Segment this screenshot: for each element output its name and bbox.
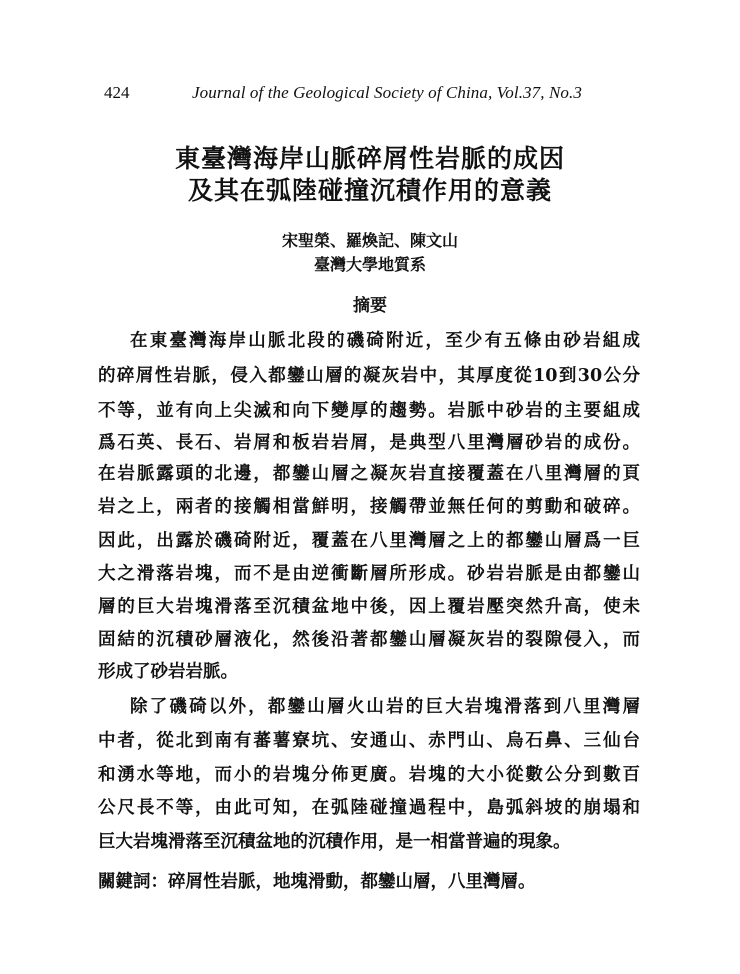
abstract-line: 公尺長不等，由此可知，在弧陸碰撞過程中，島弧斜坡的崩塌和 [98,798,640,818]
abstract-line: 在東臺灣海岸山脈北段的磯碕附近，至少有五條由砂岩組成 [130,331,640,351]
journal-citation: Journal of the Geological Society of China, Vol.37, No.3 [192,83,582,102]
abstract-line: 和湧水等地，而小的岩塊分佈更廣。岩塊的大小從數公分到數百 [98,765,640,785]
running-header [0,83,740,107]
abstract-line: 不等，並有向上尖滅和向下變厚的趨勢。岩脈中砂岩的主要組成 [98,401,640,421]
affiliation: 臺灣大學地質系 [313,255,426,274]
abstract-line: 固結的沉積砂層液化，然後沿著都鑾山層凝灰岩的裂隙侵入，而 [98,630,640,650]
abstract-line: 岩之上，兩者的接觸相當鮮明，接觸帶並無任何的剪動和破碎。 [98,497,640,517]
authors: 宋聖榮、羅煥記、陳文山 [281,231,458,250]
page-number: 424 [104,83,130,102]
abstract-line: 除了磯碕以外，都鑾山層火山岩的巨大岩塊滑落到八里灣層 [130,697,640,717]
abstract-line: 因此，出露於磯碕附近，覆蓋在八里灣層之上的都鑾山層爲一巨 [98,531,640,551]
abstract-line: 的碎屑性岩脈，侵入都鑾山層的凝灰岩中，其厚度從10到30公分 [98,366,640,386]
abstract-line: 形成了砂岩岩脈。 [98,662,238,682]
keywords: 關鍵詞：碎屑性岩脈，地塊滑動，都鑾山層，八里灣層。 [98,872,536,892]
abstract-line: 在岩脈露頭的北邊，都鑾山層之凝灰岩直接覆蓋在八里灣層的頁 [98,464,640,484]
abstract-line: 中者，從北到南有蕃薯寮坑、安通山、赤門山、烏石鼻、三仙台 [98,731,640,751]
abstract-line: 層的巨大岩塊滑落至沉積盆地中後，因上覆岩壓突然升高，使未 [98,597,640,617]
paper-title-line-1: 東臺灣海岸山脈碎屑性岩脈的成因 [174,144,565,173]
abstract-line: 巨大岩塊滑落至沉積盆地的沉積作用，是一相當普遍的現象。 [98,832,571,852]
paper-title-line-2: 及其在弧陸碰撞沉積作用的意義 [187,176,552,205]
abstract-heading: 摘要 [353,296,387,316]
abstract-line: 大之滑落岩塊，而不是由逆衝斷層所形成。砂岩岩脈是由都鑾山 [98,564,640,584]
abstract-line: 爲石英、長石、岩屑和板岩岩屑，是典型八里灣層砂岩的成份。 [98,433,640,453]
